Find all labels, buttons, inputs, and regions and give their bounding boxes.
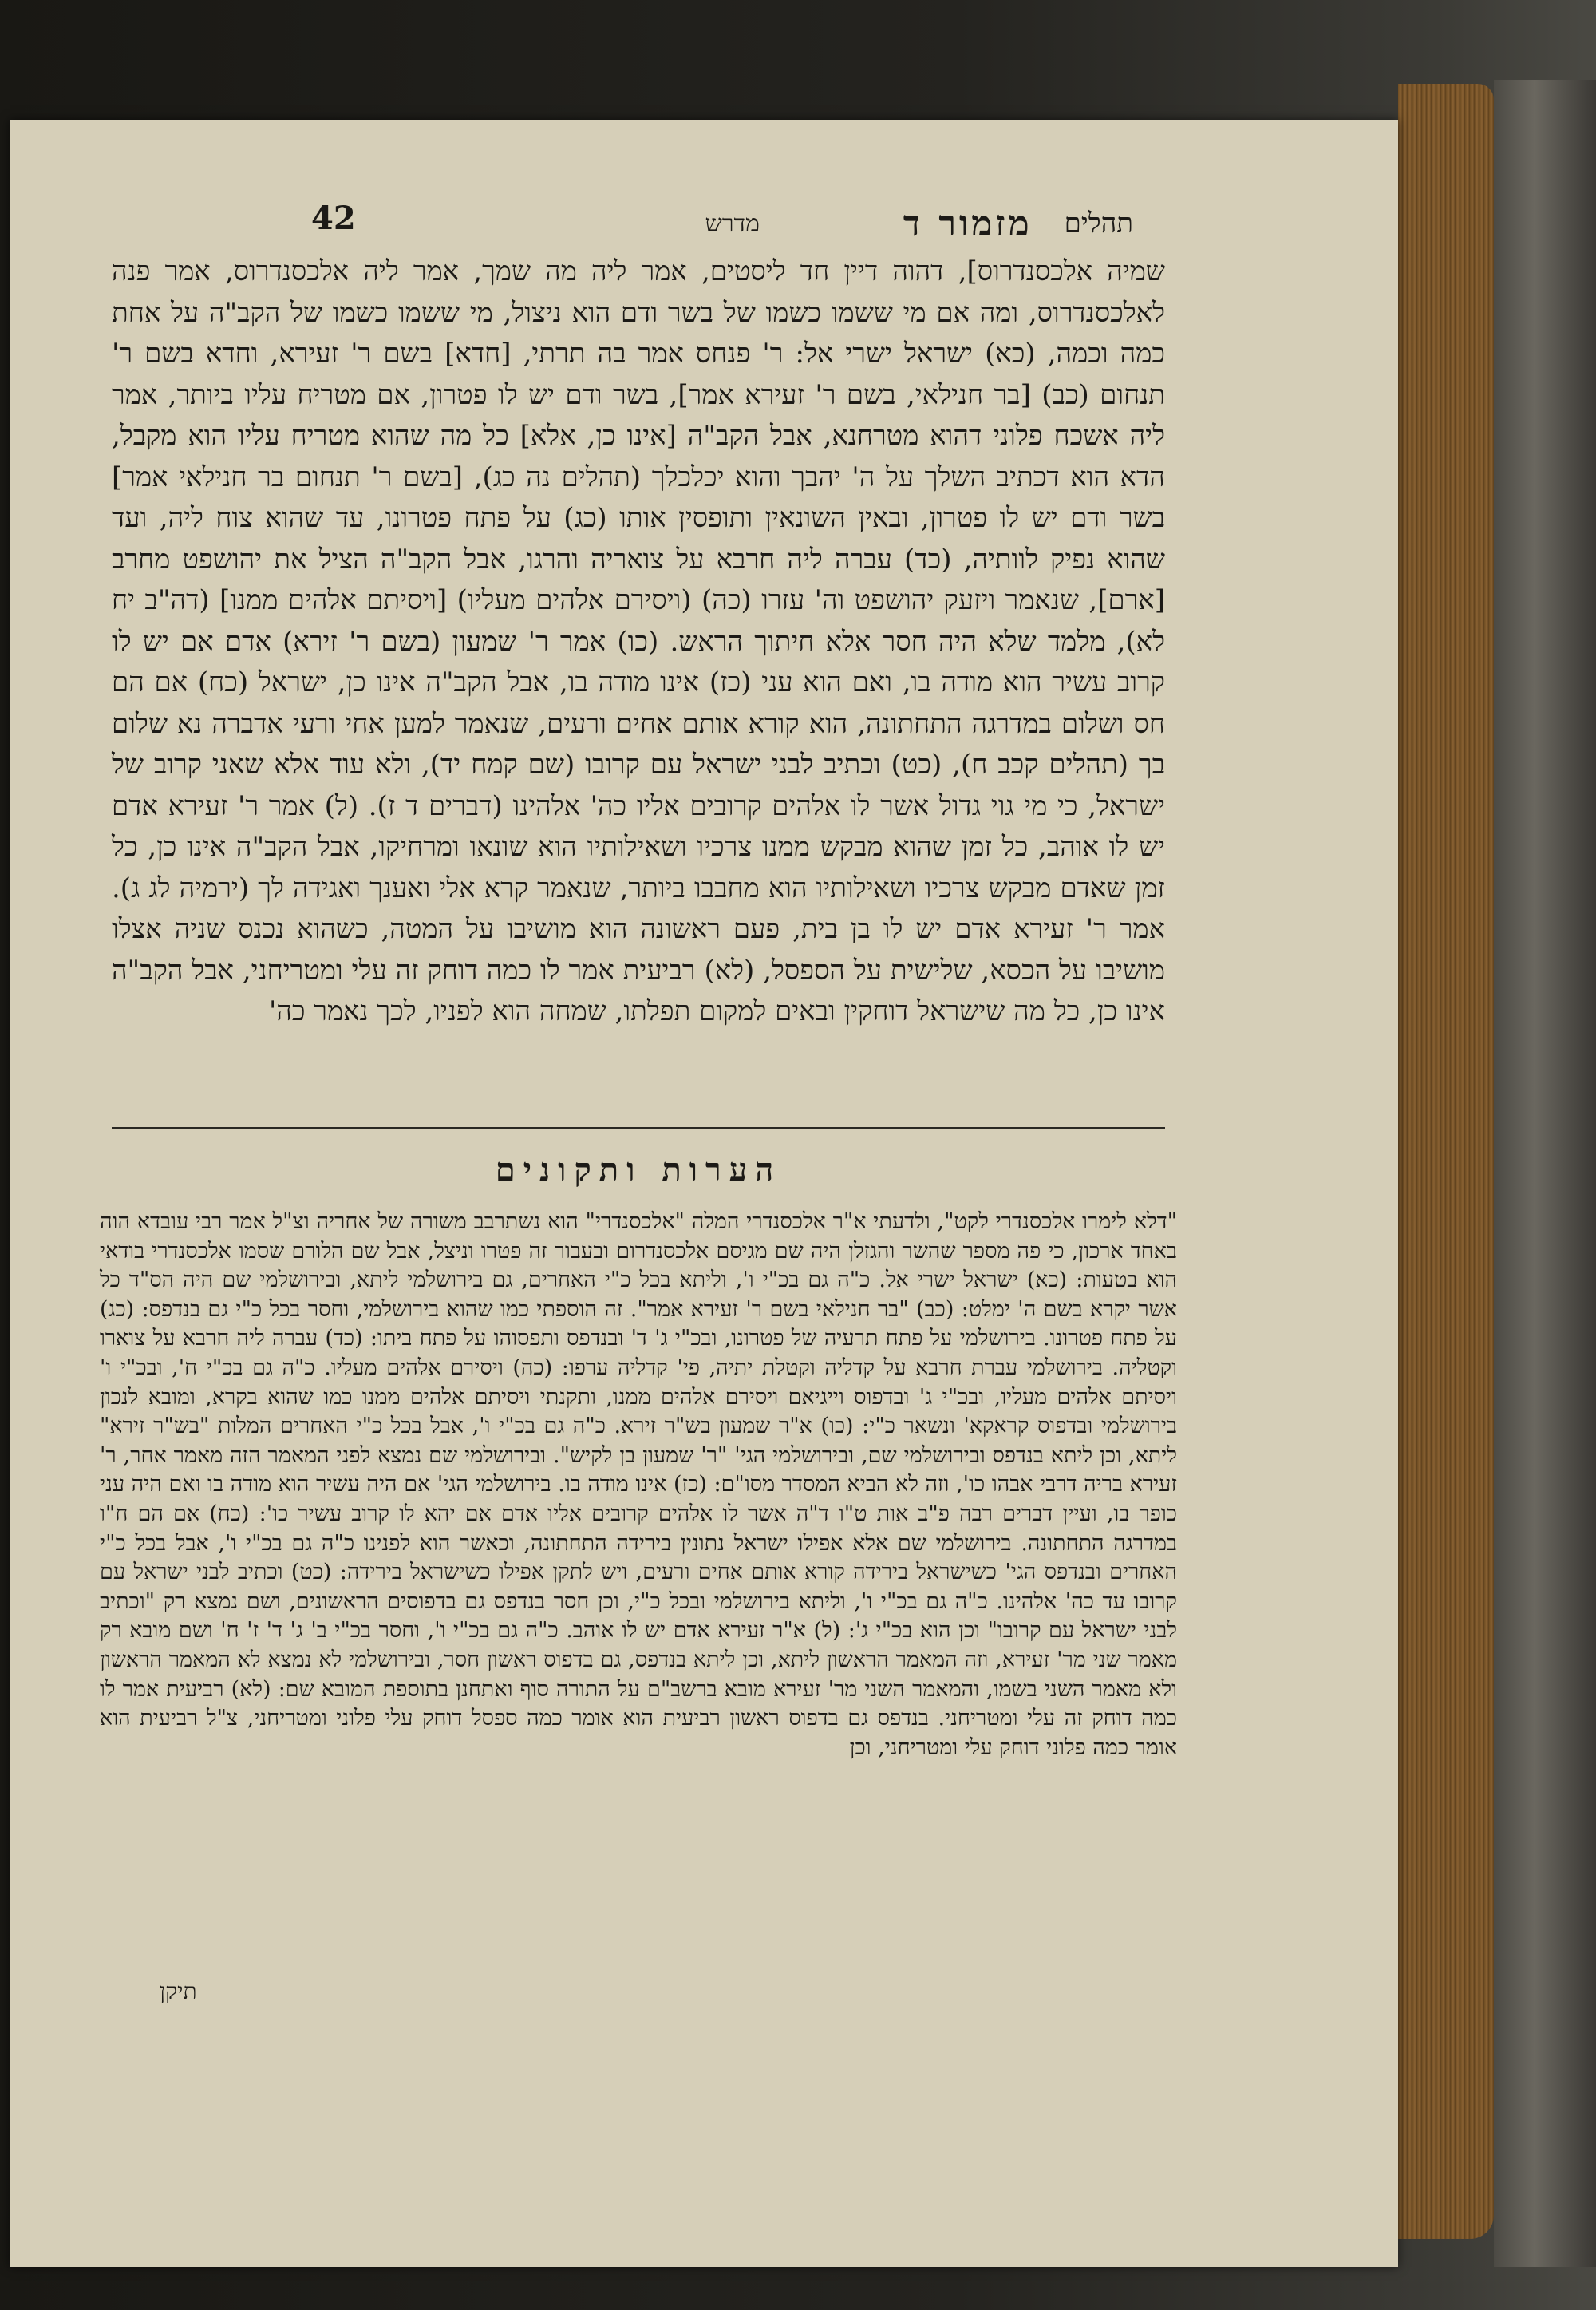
header-series: מדרש — [705, 209, 760, 238]
main-text-block — [112, 251, 1165, 1033]
notes-block — [100, 1208, 1177, 1762]
main-text-paragraph: שמיה אלכסנדרוס], דהוה דיין חד ליסטים, אמר ליה מה שמך, אמר ליה אלכסנדרוס, אמר פנה לאלכסנדרוס, ומה אם מי ששמו כשמו של בשר ודם הוא ניצול, מי ששמו כשמו של הקב"ה על אחת כמה וכמה, (כא) ישראל ישרי אל: ר' פנחס אמר בה תרתי, [חדא] בשם ר' זעירא, וחדא בשם ר' תנחום (כב) [בר חנילאי, בשם ר' זעירא אמר], בשר ודם יש לו פטרון, אם מטריח עליו ביותר, אמר ליה אשכח פלוני דהוא מטרחנא, אבל הקב"ה [אינו כן, אלא] כל מה שהוא מטריח עליו הוא מקבל, הדא הוא דכתיב השלך על ה' יהבך והוא יכלכלך (תהלים נה כג), [בשם ר' תנחום בר חנילאי אמר] בשר ודם יש לו פטרון, ובאין השונאין ותופסין אותו (כג) על פתח פטרונו, עד שהוא צוח ליה, ועד שהוא נפיק לוותיה, (כד) עברה ליה חרבא על צואריה והרגו, אבל הקב"ה הציל את יהושפט מחרב [ארם], שנאמר ויזעק יהושפט וה' עזרו (כה) (ויסירם אלהים מעליו) [ויסיתם אלהים ממנו] (דה"ב יח לא), מלמד שלא היה חסר אלא חיתוך הראש. (כו) אמר ר' שמעון (בשם ר' זירא) אדם אם יש לו קרוב עשיר הוא מודה בו, ואם הוא עני (כז) אינו מודה בו, אבל הקב"ה אינו כן, ישראל (כח) אם הם חס ושלום במדרגה התחתונה, הוא קורא אותם אחים ורעים, שנאמר למען אחי ורעי אדברה נא שלום בך (תהלים קכב ח), (כט) וכתיב לבני ישראל עם קרובו (שם קמח יד), ולא עוד אלא שאני קרוב של ישראל, כי מי גוי גדול אשר לו אלהים קרובים אליו כה' אלהינו (דברים ד ז). (ל) אמר ר' זעירא אדם יש לו אוהב, כל זמן שהוא מבקש ממנו צרכיו ושאילותיו הוא שונאו ומרחיקו, אבל הקב"ה אינו כן, כל זמן שאדם מבקש צרכיו ושאילותיו הוא מחבבו ביותר, שנאמר קרא אלי ואענך ואגידה לך (ירמיה לג ג). אמר ר' זעירא אדם יש לו בן בית, פעם ראשונה הוא מושיבו על המטה, כשהוא נכנס שניה אצלו מושיבו על הכסא, שלישית על הספסל, (לא) רביעית אמר לו כמה דוחק זה עלי ומטריחני, אבל הקב"ה אינו כן, כל מה שישראל דוחקין ובאים למקום תפלתו, שמחה הוא לפניו, לכך נאמר כה' — [112, 255, 1166, 1027]
header-psalm: מזמור ד — [903, 203, 1033, 244]
book-spine — [1494, 80, 1596, 2267]
header-book: תהלים — [1064, 208, 1133, 239]
page-edges — [1398, 84, 1494, 2239]
page-number: 42 — [311, 200, 356, 237]
catchword: תיקן — [160, 1978, 197, 2004]
notes-paragraph: "דלא לימרו אלכסנדרי לקט", ולדעתי א"ר אלכסנדרי המלה "אלכסנדרי" הוא נשתרבב משורה של אחריה וצ"ל אמר רבי עובדא הוה באחד ארכון, כי פה מספר שהשר והגזלן היה שם מגיסם אלכסנדרום ובעבור זה פטרו וניצל, אבל שם הלורם שסמו אלכסנדרי בודאי הוא בטעות: (כא) ישראל ישרי אל. כ"ה גם בכ"י ו', וליתא בכל כ"י האחרים, גם בירושלמי ליתא, ובירושלמי שם היה הס"ד כל אשר יקרא בשם ה' ימלט: (כב) "בר חנילאי בשם ר' זעירא אמר". זה הוספתי כמו שהוא בירושלמי, וחסר בכל כ"י גם בנדפס: (כג) על פתח פטרונו. בירושלמי על פתח תרעיה של פטרונו, ובכ"י ג' ד' ובנדפס ותפסוהו על פתח ביתו: (כד) עברה ליה חרבא על צוארו וקטליה. בירושלמי עברת חרבא על קדליה וקטלת יתיה, פי' קדליה ערפו: (כה) ויסירם אלהים מעליו. כ"ה גם בכ"י ח', ובכ"י ו' ויסיתם אלהים מעליו, ובכ"י ג' ובדפוס וייגיאם ויסירם אלהים ממנו, ותקנתי ויסיתם אלהים ממנו כמו שהוא בקרא, ומובא לנכון בירושלמי ובדפוס קראקא' ונשאר כ"י: (כו) א"ר שמעון בש"ר זירא. כ"ה גם בכ"י ו', אבל בכל כ"י האחרים המלות "בש"ר זירא" ליתא, וכן ליתא בנדפס ובירושלמי שם, ובירושלמי הגי' "ר' שמעון בן לקיש". ובירושלמי שם נמצא לפני המאמר הזה מאמר אחר, ר' זעירא בריה דרבי אבהו כו', וזה לא הביא המסדר מסו"ם: (כז) אינו מודה בו. בירושלמי הגי' אם היה עשיר הוא מודה בו ואם היה עני כופר בו, ועיין דברים רבה פ"ב אות ט"ו ד"ה אשר לו אלהים קרובים אליו אדם אם יהא לו קרוב עשיר כו': (כח) אם הם ח"ו במדרגה התחתונה. בירושלמי שם אלא אפילו ישראל נתונין בירידה התחתונה, וכאשר הוא לפנינו כ"ה גם בכ"י ו', אבל בכל כ"י האחרים ובנדפס הגי' כשישראל בירידה קורא אותם אחים ורעים, ויש לתקן אפילו כשישראל בירידה: (כט) וכתיב לבני ישראל עם קרובו עד כה' אלהינו. כ"ה גם בכ"י ו', וליתא בירושלמי ובכל כ"י, וכן חסר בנדפס גם בדפוסים הראשונים, ושם נמצא רק "וכתיב לבני ישראל עם קרובו" וכן הוא בכ"י ג': (ל) א"ר זעירא אדם יש לו אוהב. כ"ה גם בכ"י ו', וחסר בכ"י ב' ג' ד' ז' ח' ושם מובא רק מאמר שני מר' זעירא, וזה המאמר הראשון ליתא, וכן ליתא בנדפס, גם בדפוס ראשון חסר, ובירושלמי לא נמצא לא המאמר הראשון ולא מאמר השני בשמו, והמאמר השני מר' זעירא מובא ברשב"ם על התורה סוף ואתחנן בתוספת המובא שם: (לא) רביעית אמר לו כמה דוחק זה עלי ומטריחני. בנדפס גם בדפוס ראשון רביעית הוא אומר כמה ספסל דוחק עלי פלוני ומטריחני, צ"ל רביעית הוא אומר כמה פלוני דוחק עלי ומטריחני, וכן — [100, 1209, 1177, 1760]
notes-title: הערות ותקונים — [495, 1151, 782, 1189]
section-divider — [112, 1127, 1165, 1129]
running-header — [311, 200, 1133, 247]
